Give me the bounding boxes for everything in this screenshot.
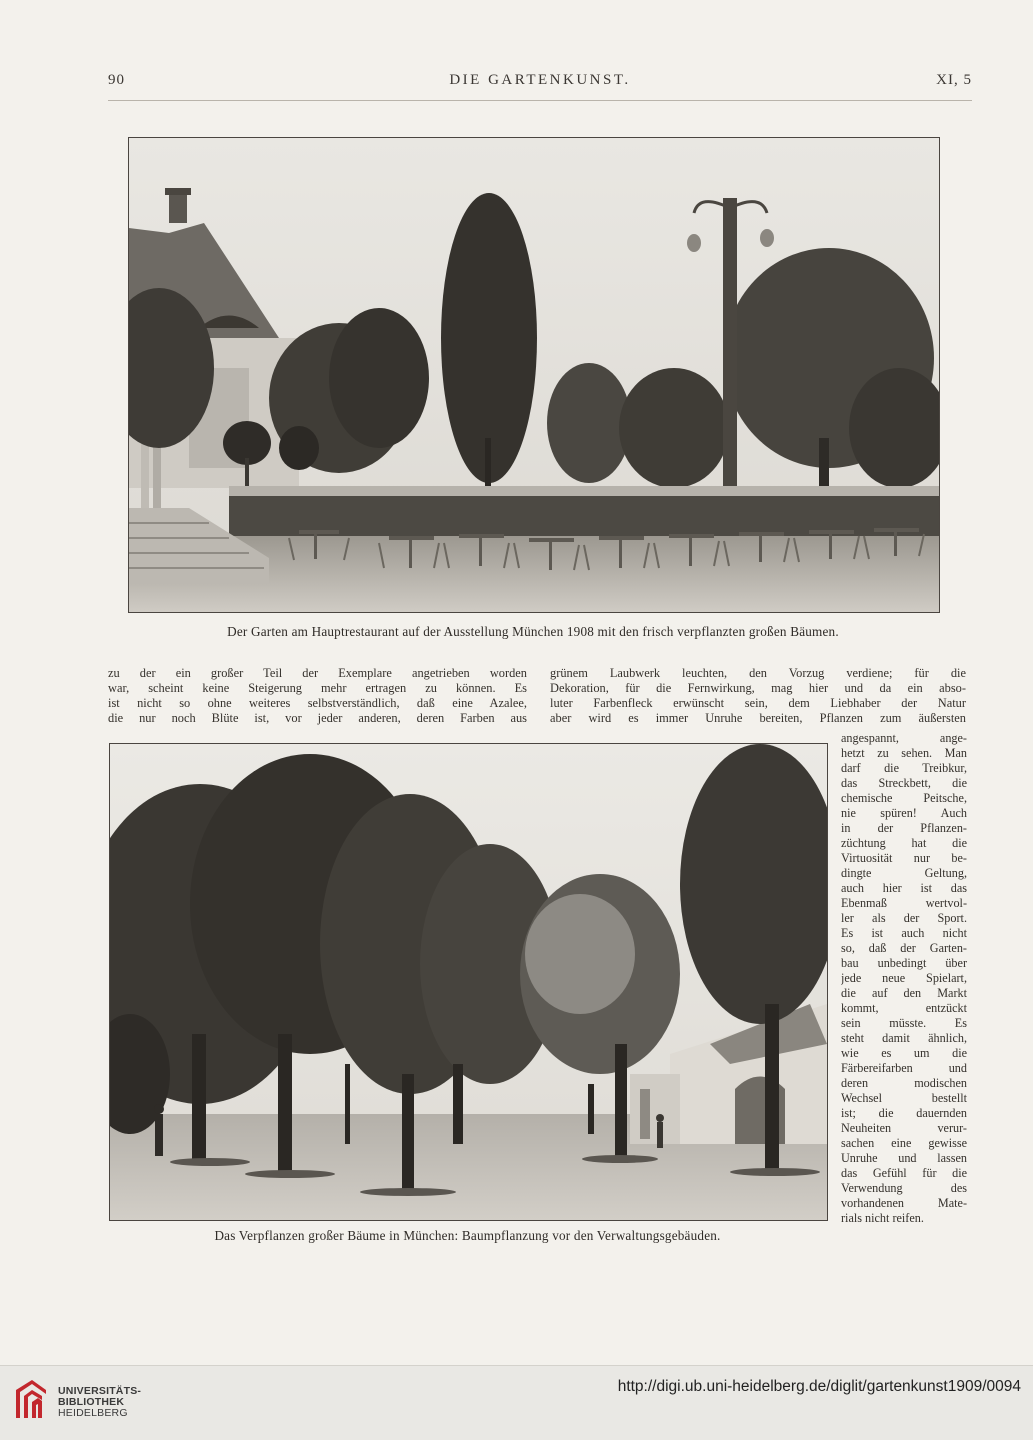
text-line: bau unbedingt über <box>841 956 967 970</box>
library-name-line: BIBLIOTHEK <box>58 1396 125 1408</box>
volume-number: XI, 5 <box>936 72 972 88</box>
figure-caption-1: Der Garten am Hauptrestaurant auf der Ausstellung München 1908 mit den frisch verpflanzten großen Bäumen. <box>227 624 839 639</box>
journal-title: DIE GARTENKUNST. <box>449 72 631 88</box>
text-line: in der Pflanzen- <box>841 821 967 835</box>
text-line: Färbereifarben und <box>841 1061 967 1075</box>
text-column-right <box>550 666 966 726</box>
text-line: aber wird es immer Unruhe bereiten, Pflanzen zum äußersten <box>550 711 966 725</box>
text-line: Virtuosität nur be- <box>841 851 967 865</box>
library-footer <box>0 1365 1033 1440</box>
text-line: Neuheiten verur- <box>841 1121 967 1135</box>
text-line: darf die Treibkur, <box>841 761 967 775</box>
restaurant-garden-photo <box>128 137 940 613</box>
text-line: auch hier ist das <box>841 881 967 895</box>
text-line: steht damit ähnlich, <box>841 1031 967 1045</box>
text-line: die auf den Markt <box>841 986 967 1000</box>
text-line: sachen eine gewisse <box>841 1136 967 1150</box>
text-line: das Gefühl für die <box>841 1166 967 1180</box>
tree-planting-photo <box>109 743 828 1221</box>
permalink-url[interactable]: http://digi.ub.uni-heidelberg.de/diglit/gartenkunst1909/0094 <box>617 1378 1021 1395</box>
library-name-line: HEIDELBERG <box>58 1407 128 1419</box>
library-name <box>58 1386 141 1419</box>
text-column-left <box>108 666 527 726</box>
text-line: so, daß der Garten- <box>841 941 967 955</box>
library-name-line: UNIVERSITÄTS- <box>58 1385 142 1397</box>
text-column-narrow <box>841 731 967 1226</box>
text-line: Ebenmaß wertvol- <box>841 896 967 910</box>
text-line: kommt, entzückt <box>841 1001 967 1015</box>
text-line: nie spüren! Auch <box>841 806 967 820</box>
text-line: ist nicht so ohne weiteres selbstverständlich, daß eine Azalee, <box>108 696 527 710</box>
text-line: die nur noch Blüte ist, vor jeder anderen, deren Farben aus <box>108 711 527 725</box>
text-line: ler als der Sport. <box>841 911 967 925</box>
text-line: grünem Laubwerk leuchten, den Vorzug verdiene; für die <box>550 666 966 680</box>
text-line: war, scheint keine Steigerung mehr ertragen zu können. Es <box>108 681 527 695</box>
text-line: Wechsel bestellt <box>841 1091 967 1105</box>
text-line: chemische Peitsche, <box>841 791 967 805</box>
text-line: dingte Geltung, <box>841 866 967 880</box>
text-line: Es ist auch nicht <box>841 926 967 940</box>
header-rule <box>108 100 972 101</box>
text-line: rials nicht reifen. <box>841 1211 924 1225</box>
figure-caption-2: Das Verpflanzen großer Bäume in München: Baumpflanzung vor den Verwaltungsgebäuden. <box>214 1228 721 1243</box>
text-line: Dekoration, für die Fernwirkung, mag hier und da ein abso- <box>550 681 966 695</box>
page-number: 90 <box>108 72 125 88</box>
text-line: Unruhe und lassen <box>841 1151 967 1165</box>
text-line: züchtung hat die <box>841 836 967 850</box>
text-line: wie es um die <box>841 1046 967 1060</box>
text-line: hetzt zu sehen. Man <box>841 746 967 760</box>
text-line: ist; die dauernden <box>841 1106 967 1120</box>
text-line: deren modischen <box>841 1076 967 1090</box>
text-line: sein müsste. Es <box>841 1016 967 1030</box>
library-logo-icon <box>12 1376 50 1422</box>
text-line: angespannt, ange- <box>841 731 967 745</box>
text-line: Verwendung des <box>841 1181 967 1195</box>
running-head <box>108 72 972 94</box>
text-line: das Streckbett, die <box>841 776 967 790</box>
text-line: jede neue Spielart, <box>841 971 967 985</box>
text-line: luter Farbenfleck erwünscht sein, dem Liebhaber der Natur <box>550 696 966 710</box>
text-line: vorhandenen Mate- <box>841 1196 967 1210</box>
text-line: zu der ein großer Teil der Exemplare angetrieben worden <box>108 666 527 680</box>
